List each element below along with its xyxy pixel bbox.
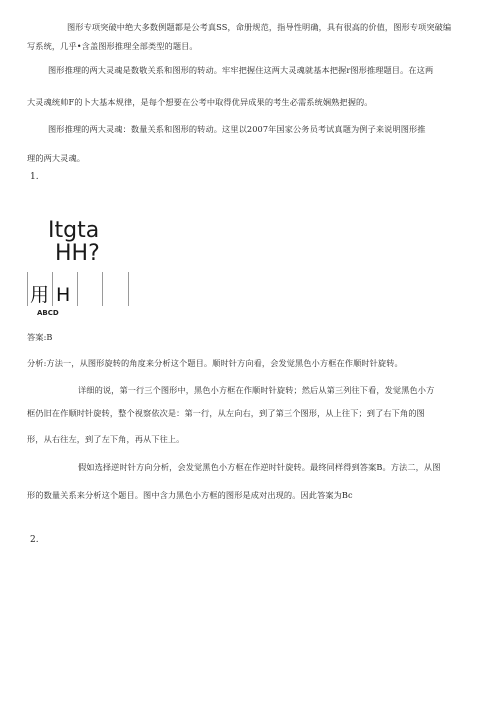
intro-line-2: 写系统，几乎•含盖图形推理全部类型的题目。 <box>27 41 198 51</box>
soul-line-2: 大灵魂统帅F的卜大基本规律，是每个想要在公考中取得优异成果的考生必需系统娴熟把握的。 <box>27 97 373 107</box>
answer-line: 答案:B <box>27 332 53 342</box>
analysis-line-6: 形的数量关系来分析这个题目。图中含力黑色小方框的图形是成对出现的。因此答案为Bc <box>27 490 353 500</box>
option-cell-a <box>27 272 53 306</box>
option-b-glyph: H <box>56 284 71 306</box>
analysis-line-3: 框仍旧在作顺时针旋转，整个视察依次是：第一行，从左向右，到了第三个图形，从上往下；到了右下角的图 <box>27 408 425 418</box>
analysis-line-4: 形，从右往左，到了左下角，再从下往上。 <box>27 434 185 444</box>
question-2-number: 2. <box>30 535 39 545</box>
option-cell-c <box>77 272 103 306</box>
figure-text-line-1: Itgta <box>48 218 100 243</box>
option-cell-b <box>52 272 78 306</box>
example-line-1: 图形推理的两大灵魂：数量关系和图形的转动。这里以2007年国家公务员考试真题为例子来说明图形推 <box>48 124 426 134</box>
analysis-line-5: 假如选择逆时针方向分析，会发觉黑色小方框在作逆时针旋转。最终同样得到答案B。方法二，从图 <box>78 462 441 472</box>
question-1-number: 1. <box>30 172 39 182</box>
option-labels: ABCD <box>37 309 59 317</box>
analysis-line-2: 详细的说，第一行三个图形中，黑色小方框在作顺时针旋转；然后从第三列往下看，发觉黑色小方 <box>78 385 435 395</box>
analysis-line-1: 分析:方法一，从图形旋转的角度来分析这个题目。顺时针方向看，会发觉黑色小方框在作顺时针旋转。 <box>27 358 403 368</box>
option-a-glyph: 用 <box>30 284 50 306</box>
option-cell-d <box>102 272 129 306</box>
soul-line-1: 图形推理的两大灵魂是数敬关系和图形的转动。牢牢把握住这两大灵魂就基本把握r图形推理题目。在这两 <box>48 65 434 75</box>
example-line-2: 理的两大灵魂。 <box>27 153 86 163</box>
option-row <box>27 272 129 306</box>
intro-line-1: 图形专项突破中绝大多数例题都是公考真SS，命册规范，指导性明确，具有很高的价值，图形专项突破编 <box>67 22 452 32</box>
figure-text-line-2: HH? <box>55 241 100 266</box>
